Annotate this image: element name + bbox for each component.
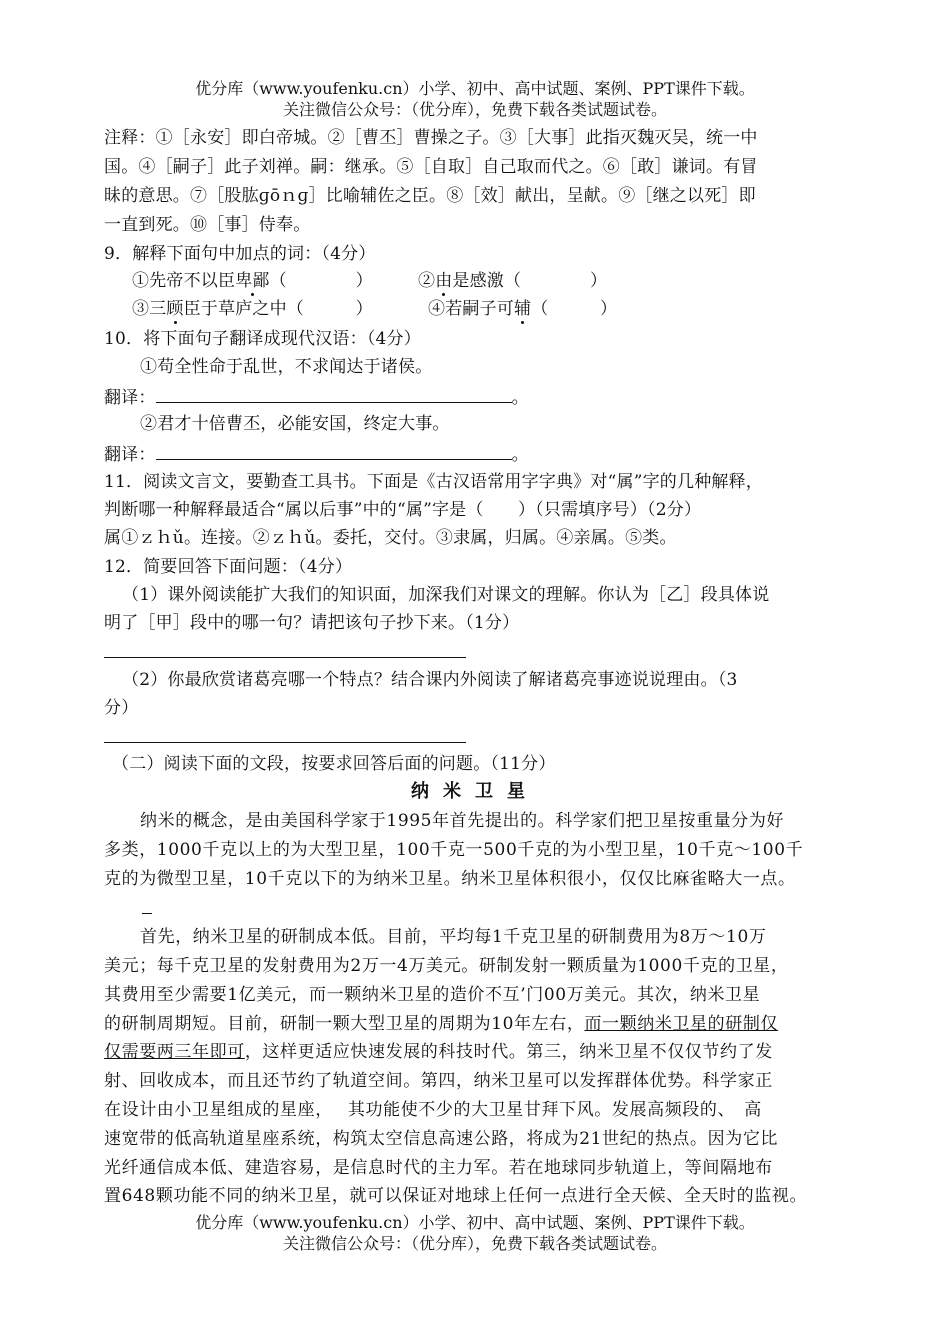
article-p2-line-10: 置648颗功能不同的纳米卫星，就可以保证对地球上任何一点进行全天候、全天时的监视。	[104, 1186, 808, 1206]
article-p2-line-8: 速宽带的低高轨道星座系统，构筑太空信息高速公路，将成为21世纪的热点。因为它比	[104, 1129, 779, 1149]
q9-item-4-dotted: 辅	[514, 299, 532, 319]
q12-part-2-line-1: （2）你最欣赏诸葛亮哪一个特点？结合课内外阅读了解诸葛亮事迹说说理由。（3	[122, 670, 738, 690]
q12-part-1-line-2: 明了［甲］段中的哪一句？请把该句子抄下来。（1分）	[104, 613, 520, 633]
underlined-sentence-part-1: 而一颗纳米卫星的研制仅	[584, 1014, 779, 1034]
q10-stem: 10．将下面句子翻译成现代汉语：（4分）	[104, 329, 421, 349]
article-p2-line-7: 在设计由小卫星组成的星座， 其功能使不少的大卫星甘拜下风。发展高频段的、 高	[104, 1100, 762, 1120]
article-p2-line-9: 光纤通信成本低、建造容易，是信息时代的主力军。若在地球同步轨道上，等间隔地布	[104, 1158, 773, 1178]
notes-line-4: 一直到死。⑩［事］侍奉。	[104, 215, 311, 235]
q11-line-3: 属①ｚｈǔ。连接。②ｚｈǔ。委托，交付。③隶属，归属。④亲属。⑤类。	[104, 528, 677, 548]
q10-answer-1	[104, 384, 529, 410]
notes-line-2: 国。④［嗣子］此子刘禅。嗣：继承。⑤［自取］自己取而代之。⑥［敢］谦词。有冒	[104, 157, 758, 177]
answer-line-2[interactable]	[104, 742, 466, 743]
q9-item-3-dotted: 顾	[166, 299, 184, 319]
notes-line-1: 注释：①［永安］即白帝城。②［曹丕］曹操之子。③［大事］此指灭魏灭吴，统一中	[104, 128, 758, 148]
q9-item-4	[428, 297, 617, 321]
article-p2-line-1: 首先，纳米卫星的研制成本低。目前，平均每1千克卫星的研制费用为8万～10万	[140, 927, 767, 947]
q9-item-3-post: 臣于草庐之中（ ）	[183, 299, 373, 319]
article-p2-line-4-text: 的研制周期短。目前，研制一颗大型卫星的周期为10年左右，	[104, 1014, 585, 1034]
q9-item-1	[132, 269, 373, 293]
answer-line-1[interactable]	[104, 657, 466, 658]
q9-item-1-dotted: 卑鄙	[235, 271, 270, 291]
article-p2-line-2: 美元；每千克卫星的发射费用为2万一4万美元。研制发射一颗质量为1000千克的卫星，	[104, 956, 789, 976]
article-p1-line-3: 克的为微型卫星，10千克以下的为纳米卫星。纳米卫星体积很小，仅仅比麻雀略大一点。	[104, 869, 796, 889]
article-p2-line-6: 射、回收成本，而且还节约了轨道空间。第四，纳米卫星可以发挥群体优势。科学家正	[104, 1071, 773, 1091]
q9-item-4-pre: ④若嗣子可	[428, 299, 514, 319]
article-title: 纳米卫星	[411, 781, 539, 802]
article-p2-line-5-text: ，这样更适应快速发展的科技时代。第三，纳米卫星不仅仅节约了发	[244, 1042, 773, 1062]
q9-item-1-pre: ①先帝不以臣	[132, 271, 236, 291]
translation-label-2: 翻译：	[104, 445, 156, 465]
q9-item-3	[132, 297, 373, 321]
translation-label-1: 翻译：	[104, 388, 156, 408]
short-mark	[142, 913, 152, 914]
q12-part-2-line-2: 分）	[104, 698, 139, 718]
section-2-stem: （二）阅读下面的文段，按要求回答后面的问题。（11分）	[112, 754, 556, 774]
translation-end-2: 。	[511, 445, 529, 465]
q9-item-2-pre: ②	[418, 271, 436, 291]
notes-line-3: 昧的意思。⑦［股肱ɡōｎɡ］比喻辅佐之臣。⑧［效］献出，呈献。⑨［继之以死］即	[104, 186, 756, 206]
translation-blank-1[interactable]	[156, 384, 512, 403]
underlined-sentence-part-2: 仅需要两三年即可	[104, 1042, 245, 1062]
q9-item-2	[418, 269, 607, 293]
q9-item-4-post: （ ）	[531, 299, 618, 319]
q12-part-1-line-1: （1）课外阅读能扩大我们的知识面，加深我们对课文的理解。你认为［乙］段具体说	[122, 585, 770, 605]
q11-line-1: 11．阅读文言文，要勤查工具书。下面是《古汉语常用字字典》对“属”字的几种解释，	[104, 472, 764, 492]
q9-stem: 9．解释下面句中加点的词：（4分）	[104, 244, 376, 264]
article-p2-line-3: 其费用至少需要1亿美元，而一颗纳米卫星的造价不互’门00万美元。其次，纳米卫星	[104, 985, 761, 1005]
q9-item-3-pre: ③三	[132, 299, 167, 319]
footer-line-2: 关注微信公众号：（优分库），免费下载各类试题试卷。	[282, 1234, 667, 1253]
header-line-1: 优分库（www.youfenku.cn）小学、初中、高中试题、案例、PPT课件下载。	[195, 79, 755, 98]
translation-blank-2[interactable]	[156, 441, 512, 460]
footer-line-1: 优分库（www.youfenku.cn）小学、初中、高中试题、案例、PPT课件下载。	[195, 1213, 755, 1232]
q9-item-1-post: （ ）	[269, 271, 373, 291]
article-p2-line-5	[104, 1040, 773, 1064]
article-p2-line-4	[104, 1012, 778, 1036]
header-line-2: 关注微信公众号：（优分库），免费下载各类试题试卷。	[282, 100, 667, 119]
q10-answer-2	[104, 441, 529, 467]
q11-line-2: 判断哪一种解释最适合“属以后事”中的“属”字是（ ）（只需填序号）（2分）	[104, 500, 702, 520]
translation-end-1: 。	[511, 388, 529, 408]
q10-sentence-1: ①苟全性命于乱世，不求闻达于诸侯。	[140, 357, 433, 377]
q10-sentence-2: ②君才十倍曹丕，必能安国，终定大事。	[140, 414, 450, 434]
q9-item-2-dotted: 由	[435, 271, 453, 291]
article-p1-line-1: 纳米的概念，是由美国科学家于1995年首先提出的。科学家们把卫星按重量分为好	[140, 811, 785, 831]
q9-item-2-post: 是感激（ ）	[452, 271, 608, 291]
q12-stem: 12．简要回答下面问题：（4分）	[104, 557, 353, 577]
article-p1-line-2: 多类，1000千克以上的为大型卫星，100千克一500千克的为小型卫星，10千克～100千	[104, 840, 804, 860]
